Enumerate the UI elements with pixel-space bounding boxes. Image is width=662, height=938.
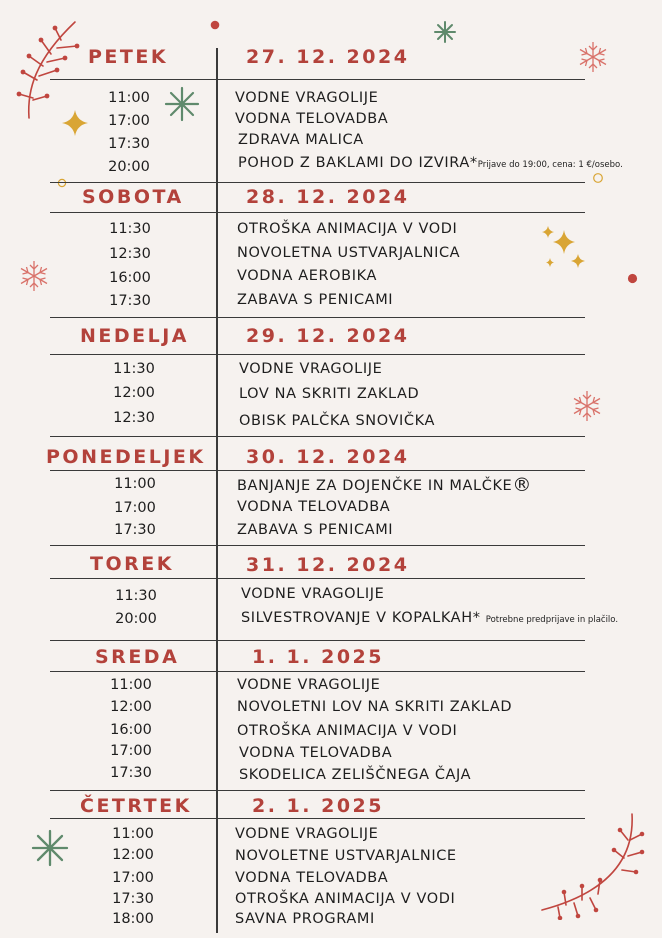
event-activity: VODNE VRAGOLIJE <box>235 826 379 842</box>
event-activity: OTROŠKA ANIMACIJA V VODI <box>237 221 458 237</box>
snowflake-icon <box>576 40 610 74</box>
event-activity: OBISK PALČKA SNOVIČKA <box>239 413 435 429</box>
row-divider <box>50 436 585 437</box>
event-activity-label: SILVESTROVANJE V KOPALKAH* <box>241 610 481 626</box>
holly-branch-bottom-right-icon <box>538 810 648 920</box>
event-activity: SAVNA PROGRAMI <box>235 911 375 927</box>
row-divider <box>50 182 585 183</box>
event-time: 11:00 <box>110 677 152 693</box>
event-time: 17:30 <box>112 891 154 907</box>
day-date: 2. 1. 2025 <box>252 795 384 817</box>
ring-icon <box>592 172 604 184</box>
snowflake-icon <box>570 389 604 423</box>
day-date: 29. 12. 2024 <box>246 325 410 347</box>
event-activity: ZDRAVA MALICA <box>238 132 364 148</box>
dot-icon <box>627 273 638 284</box>
event-activity: VODNA TELOVADBA <box>237 499 391 515</box>
event-time: 17:00 <box>110 743 152 759</box>
dot-icon <box>210 20 220 30</box>
event-time: 16:00 <box>109 270 151 286</box>
event-time: 12:00 <box>113 385 155 401</box>
day-date: 27. 12. 2024 <box>246 46 410 68</box>
event-activity: VODNE VRAGOLIJE <box>241 586 385 602</box>
event-activity <box>238 155 623 171</box>
event-time: 11:30 <box>109 221 151 237</box>
event-time: 16:00 <box>110 722 152 738</box>
day-heading: TOREK <box>90 553 174 575</box>
day-heading: SREDA <box>95 646 180 668</box>
event-time: 11:30 <box>115 588 157 604</box>
event-activity: VODNA AEROBIKA <box>237 268 377 284</box>
event-activity: OTROŠKA ANIMACIJA V VODI <box>235 891 456 907</box>
row-divider <box>50 790 585 791</box>
event-activity: NOVOLETNI LOV NA SKRITI ZAKLAD <box>237 699 513 715</box>
event-activity: VODNA TELOVADBA <box>239 745 393 761</box>
event-activity: NOVOLETNA USTVARJALNICA <box>237 245 461 261</box>
event-time: 11:00 <box>114 476 156 492</box>
day-heading: PETEK <box>88 46 169 68</box>
event-time: 17:00 <box>108 113 150 129</box>
event-activity <box>237 474 531 496</box>
row-divider <box>50 578 585 579</box>
row-divider <box>50 79 585 80</box>
star-burst-icon <box>433 20 457 44</box>
day-heading: SOBOTA <box>82 186 184 208</box>
event-activity-label: POHOD Z BAKLAMI DO IZVIRA* <box>238 155 478 171</box>
row-divider <box>50 640 585 641</box>
event-activity: LOV NA SKRITI ZAKLAD <box>239 386 420 402</box>
event-time: 17:30 <box>110 765 152 781</box>
day-date: 31. 12. 2024 <box>246 554 410 576</box>
event-time: 12:00 <box>112 847 154 863</box>
event-time: 17:30 <box>109 293 151 309</box>
event-time: 12:30 <box>113 410 155 426</box>
sparkle-icon <box>60 108 90 138</box>
event-time: 20:00 <box>115 611 157 627</box>
event-activity: VODNE VRAGOLIJE <box>237 677 381 693</box>
row-divider <box>50 317 585 318</box>
event-activity: SKODELICA ZELIŠČNEGA ČAJA <box>239 767 472 783</box>
event-activity: VODNA TELOVADBA <box>235 870 389 886</box>
row-divider <box>50 470 585 471</box>
row-divider <box>50 545 585 546</box>
event-time: 11:00 <box>112 826 154 842</box>
event-note: Prijave do 19:00, cena: 1 €/osebo. <box>477 160 623 170</box>
registered-mark: ® <box>512 474 532 496</box>
event-activity: ZABAVA S PENICAMI <box>237 522 394 538</box>
day-heading: PONEDELJEK <box>46 446 206 468</box>
snowflake-icon <box>17 259 51 293</box>
event-note: Potrebne predprijave in plačilo. <box>485 615 619 625</box>
event-time: 18:00 <box>112 911 154 927</box>
column-divider <box>216 48 218 933</box>
day-date: 30. 12. 2024 <box>246 446 410 468</box>
event-time: 12:30 <box>109 246 151 262</box>
event-time: 11:30 <box>113 361 155 377</box>
event-activity: OTROŠKA ANIMACIJA V VODI <box>237 723 458 739</box>
row-divider <box>50 671 585 672</box>
ring-icon <box>57 178 67 188</box>
event-activity-label: BANJANJE ZA DOJENČKE IN MALČKE <box>237 478 513 494</box>
row-divider <box>50 212 585 213</box>
event-activity: VODNE VRAGOLIJE <box>235 90 379 106</box>
event-activity: ZABAVA S PENICAMI <box>237 292 394 308</box>
star-burst-icon <box>164 86 200 122</box>
day-date: 28. 12. 2024 <box>246 186 410 208</box>
day-heading: ČETRTEK <box>80 795 192 817</box>
event-time: 17:00 <box>114 500 156 516</box>
event-activity: VODNE VRAGOLIJE <box>239 361 383 377</box>
holly-branch-top-left-icon <box>15 10 90 120</box>
row-divider <box>50 818 585 819</box>
event-activity <box>241 610 618 626</box>
event-activity: NOVOLETNE USTVARJALNICE <box>235 848 457 864</box>
row-divider <box>50 354 585 355</box>
event-time: 17:30 <box>114 522 156 538</box>
day-heading: NEDELJA <box>80 325 190 347</box>
event-time: 12:00 <box>110 699 152 715</box>
event-time: 17:30 <box>108 136 150 152</box>
event-activity: VODNA TELOVADBA <box>235 111 389 127</box>
event-time: 17:00 <box>112 870 154 886</box>
star-burst-icon <box>30 828 70 868</box>
event-time: 11:00 <box>108 90 150 106</box>
sparkle-icon <box>538 222 590 274</box>
event-time: 20:00 <box>108 159 150 175</box>
day-date: 1. 1. 2025 <box>252 646 384 668</box>
